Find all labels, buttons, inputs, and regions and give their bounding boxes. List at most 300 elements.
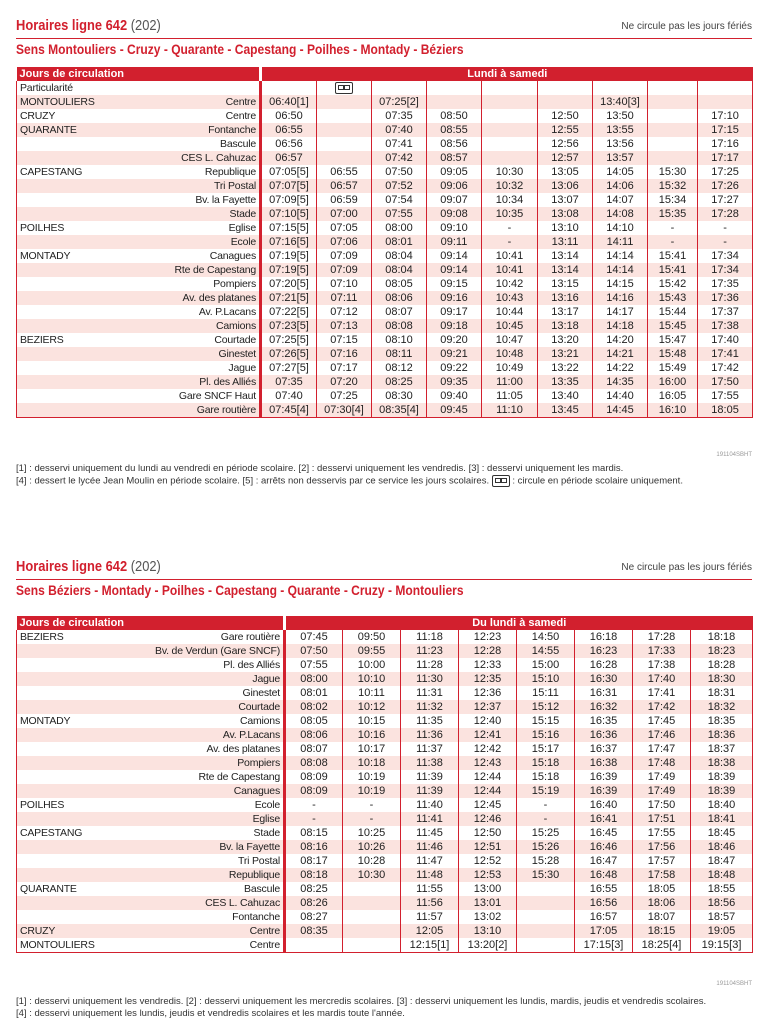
- time-cell: 14:22: [593, 361, 648, 375]
- time-cell: 16:31: [575, 686, 633, 700]
- time-cell: 19:05: [691, 924, 753, 938]
- city-name: [17, 910, 129, 924]
- time-cell: 17:27: [698, 193, 753, 207]
- time-cell: 13:35: [538, 375, 593, 389]
- time-cell: 07:42: [372, 151, 427, 165]
- time-cell: 10:18: [343, 756, 401, 770]
- time-cell: 11:31: [401, 686, 459, 700]
- city-name: QUARANTE: [17, 882, 129, 896]
- table-row: [17, 319, 753, 333]
- time-cell: 15:48: [648, 347, 698, 361]
- time-cell: [538, 95, 593, 109]
- time-cell: [427, 95, 482, 109]
- time-cell: [427, 81, 482, 95]
- stop-name: Bv. la Fayette: [147, 193, 261, 207]
- page-title: Horaires ligne 642 (202): [16, 17, 161, 34]
- time-cell: 17:37: [698, 305, 753, 319]
- time-cell: [517, 938, 575, 953]
- time-cell: 08:09: [285, 770, 343, 784]
- time-cell: 16:47: [575, 854, 633, 868]
- time-cell: 16:36: [575, 728, 633, 742]
- time-cell: 15:45: [648, 319, 698, 333]
- time-cell: 16:55: [575, 882, 633, 896]
- timetable-section-outbound: [16, 16, 752, 496]
- time-cell: 13:06: [538, 179, 593, 193]
- time-cell: 14:07: [593, 193, 648, 207]
- time-cell: 17:50: [633, 798, 691, 812]
- time-cell: 12:15[1]: [401, 938, 459, 953]
- time-cell: 12:35: [459, 672, 517, 686]
- table-row: [17, 277, 753, 291]
- time-cell: 12:42: [459, 742, 517, 756]
- time-cell: 16:48: [575, 868, 633, 882]
- time-cell: 17:26: [698, 179, 753, 193]
- stop-name: Camions: [129, 714, 285, 728]
- stop-name: Canagues: [147, 249, 261, 263]
- table-row: [17, 644, 753, 658]
- time-cell: 17:55: [698, 389, 753, 403]
- time-cell: 10:32: [482, 179, 538, 193]
- time-cell: 12:45: [459, 798, 517, 812]
- time-cell: 18:38: [691, 756, 753, 770]
- time-cell: 17:46: [633, 728, 691, 742]
- time-cell: 15:41: [648, 263, 698, 277]
- time-cell: 16:57: [575, 910, 633, 924]
- time-cell: 18:35: [691, 714, 753, 728]
- city-name: [17, 868, 129, 882]
- table-row: [17, 770, 753, 784]
- time-cell: 15:47: [648, 333, 698, 347]
- time-cell: 09:16: [427, 291, 482, 305]
- footnote-line: [1] : desservi uniquement du lundi au vendredi en période scolaire. [2] : desservi uniquement les vendredis. [3] : desservi uniquement les mardis.: [16, 463, 624, 474]
- time-cell: 12:46: [459, 812, 517, 826]
- time-cell: 07:09: [317, 249, 372, 263]
- city-name: [17, 644, 129, 658]
- time-cell: -: [517, 798, 575, 812]
- time-cell: [285, 938, 343, 953]
- time-cell: 16:37: [575, 742, 633, 756]
- city-name: [17, 389, 147, 403]
- time-cell: 06:55: [317, 165, 372, 179]
- time-cell: 18:45: [691, 826, 753, 840]
- table-row: [17, 756, 753, 770]
- time-cell: 13:21: [538, 347, 593, 361]
- time-cell: [343, 924, 401, 938]
- time-cell: 12:41: [459, 728, 517, 742]
- stop-name: Gare routière: [129, 630, 285, 644]
- time-cell: 16:41: [575, 812, 633, 826]
- time-cell: 18:05: [698, 403, 753, 418]
- time-cell: 07:00: [317, 207, 372, 221]
- time-cell: 12:23: [459, 630, 517, 644]
- time-cell: 17:56: [633, 840, 691, 854]
- time-cell: 17:42: [633, 700, 691, 714]
- time-cell: 06:40[1]: [261, 95, 317, 109]
- time-cell: 16:40: [575, 798, 633, 812]
- time-cell: 10:12: [343, 700, 401, 714]
- stop-name: Camions: [147, 319, 261, 333]
- table-row: [17, 263, 753, 277]
- city-name: [17, 728, 129, 742]
- time-cell: 17:49: [633, 784, 691, 798]
- time-cell: 09:50: [343, 630, 401, 644]
- city-name: [17, 700, 129, 714]
- time-cell: -: [285, 798, 343, 812]
- time-cell: 14:14: [593, 263, 648, 277]
- time-cell: [343, 938, 401, 953]
- time-cell: 14:16: [593, 291, 648, 305]
- time-cell: -: [343, 798, 401, 812]
- time-cell: 07:12: [317, 305, 372, 319]
- city-name: [17, 347, 147, 361]
- time-cell: 17:36: [698, 291, 753, 305]
- time-cell: 11:00: [482, 375, 538, 389]
- time-cell: 10:35: [482, 207, 538, 221]
- time-cell: 08:17: [285, 854, 343, 868]
- time-cell: 17:33: [633, 644, 691, 658]
- time-cell: 07:40: [261, 389, 317, 403]
- direction-title: Sens Montouliers - Cruzy - Quarante - Capestang - Poilhes - Montady - Béziers: [16, 41, 464, 57]
- time-cell: 14:08: [593, 207, 648, 221]
- time-cell: 18:48: [691, 868, 753, 882]
- time-cell: [593, 81, 648, 95]
- stop-name: Av. P.Lacans: [129, 728, 285, 742]
- time-cell: [648, 109, 698, 123]
- table-row: [17, 179, 753, 193]
- time-cell: 09:06: [427, 179, 482, 193]
- time-cell: 09:07: [427, 193, 482, 207]
- stop-name: Eglise: [147, 221, 261, 235]
- time-cell: 12:51: [459, 840, 517, 854]
- direction-title: Sens Béziers - Montady - Poilhes - Capestang - Quarante - Cruzy - Montouliers: [16, 582, 464, 598]
- table-row: [17, 686, 753, 700]
- time-cell: 12:44: [459, 784, 517, 798]
- city-name: MONTOULIERS: [17, 938, 129, 953]
- time-cell: 07:13: [317, 319, 372, 333]
- time-cell: 16:45: [575, 826, 633, 840]
- city-name: CAPESTANG: [17, 165, 147, 179]
- time-cell: 17:15: [698, 123, 753, 137]
- table-row: [17, 938, 753, 953]
- table-row: [17, 109, 753, 123]
- city-name: MONTADY: [17, 249, 147, 263]
- time-cell: 13:20[2]: [459, 938, 517, 953]
- time-cell: -: [285, 812, 343, 826]
- time-cell: [517, 924, 575, 938]
- time-cell: 07:27[5]: [261, 361, 317, 375]
- time-cell: 13:18: [538, 319, 593, 333]
- time-cell: [261, 81, 317, 95]
- days-header: Du lundi à samedi: [285, 616, 753, 630]
- time-cell: [482, 81, 538, 95]
- time-cell: 11:23: [401, 644, 459, 658]
- time-cell: 18:46: [691, 840, 753, 854]
- stop-name: Courtade: [129, 700, 285, 714]
- time-cell: 08:15: [285, 826, 343, 840]
- time-cell: 16:05: [648, 389, 698, 403]
- time-cell: 07:30[4]: [317, 403, 372, 418]
- time-cell: 10:49: [482, 361, 538, 375]
- time-cell: 15:30: [517, 868, 575, 882]
- table-row: [17, 403, 753, 418]
- time-cell: 17:28: [633, 630, 691, 644]
- time-cell: 09:35: [427, 375, 482, 389]
- time-cell: [698, 95, 753, 109]
- time-cell: 07:54: [372, 193, 427, 207]
- time-cell: 18:28: [691, 658, 753, 672]
- time-cell: [648, 137, 698, 151]
- city-name: POILHES: [17, 221, 147, 235]
- time-cell: 13:57: [593, 151, 648, 165]
- time-cell: 08:11: [372, 347, 427, 361]
- time-cell: 19:15[3]: [691, 938, 753, 953]
- time-cell: 06:57: [317, 179, 372, 193]
- time-cell: 07:06: [317, 235, 372, 249]
- time-cell: 07:15: [317, 333, 372, 347]
- table-row: [17, 235, 753, 249]
- time-cell: 10:41: [482, 263, 538, 277]
- time-cell: 11:40: [401, 798, 459, 812]
- time-cell: 11:39: [401, 784, 459, 798]
- days-label-header: Jours de circulation: [17, 67, 261, 81]
- time-cell: 07:11: [317, 291, 372, 305]
- time-cell: 17:47: [633, 742, 691, 756]
- time-cell: 08:04: [372, 263, 427, 277]
- time-cell: 06:59: [317, 193, 372, 207]
- time-cell: [343, 882, 401, 896]
- time-cell: 08:07: [372, 305, 427, 319]
- time-cell: 10:30: [343, 868, 401, 882]
- time-cell: 15:17: [517, 742, 575, 756]
- page-title: Horaires ligne 642 (202): [16, 558, 161, 575]
- time-cell: 10:47: [482, 333, 538, 347]
- time-cell: 14:18: [593, 319, 648, 333]
- timetable: [16, 616, 753, 953]
- time-cell: 07:25[5]: [261, 333, 317, 347]
- time-cell: -: [343, 812, 401, 826]
- time-cell: 15:11: [517, 686, 575, 700]
- time-cell: [482, 109, 538, 123]
- time-cell: 15:43: [648, 291, 698, 305]
- time-cell: 07:35: [261, 375, 317, 389]
- time-cell: 12:40: [459, 714, 517, 728]
- time-cell: 10:28: [343, 854, 401, 868]
- time-cell: 17:38: [633, 658, 691, 672]
- time-cell: 12:56: [538, 137, 593, 151]
- table-row: [17, 910, 753, 924]
- time-cell: 17:45: [633, 714, 691, 728]
- time-cell: 09:22: [427, 361, 482, 375]
- stop-name: Rte de Capestang: [147, 263, 261, 277]
- time-cell: 17:28: [698, 207, 753, 221]
- time-cell: -: [482, 235, 538, 249]
- time-cell: 13:20: [538, 333, 593, 347]
- stop-name: Republique: [129, 868, 285, 882]
- time-cell: 07:50: [372, 165, 427, 179]
- time-cell: 16:23: [575, 644, 633, 658]
- city-name: [17, 840, 129, 854]
- footnote-line: [4] : dessert le lycée Jean Moulin en période scolaire. [5] : arrêts non desservis par ce service les jours scolaires. : circule en période scolaire uniquement.: [16, 475, 683, 487]
- stop-name: Stade: [129, 826, 285, 840]
- time-cell: 12:28: [459, 644, 517, 658]
- city-name: [17, 151, 147, 165]
- time-cell: 10:15: [343, 714, 401, 728]
- time-cell: 12:53: [459, 868, 517, 882]
- time-cell: 07:20: [317, 375, 372, 389]
- table-row: [17, 193, 753, 207]
- time-cell: 13:07: [538, 193, 593, 207]
- time-cell: 17:25: [698, 165, 753, 179]
- time-cell: 13:05: [538, 165, 593, 179]
- city-name: [17, 179, 147, 193]
- time-cell: 10:26: [343, 840, 401, 854]
- time-cell: [317, 109, 372, 123]
- stop-name: Fontanche: [129, 910, 285, 924]
- stop-name: CES L. Cahuzac: [147, 151, 261, 165]
- time-cell: 09:14: [427, 263, 482, 277]
- time-cell: 08:26: [285, 896, 343, 910]
- time-cell: 11:45: [401, 826, 459, 840]
- time-cell: 08:05: [285, 714, 343, 728]
- time-cell: 13:01: [459, 896, 517, 910]
- time-cell: 18:39: [691, 770, 753, 784]
- time-cell: 17:40: [633, 672, 691, 686]
- time-cell: 07:52: [372, 179, 427, 193]
- time-cell: 08:50: [427, 109, 482, 123]
- time-cell: 14:11: [593, 235, 648, 249]
- time-cell: 13:11: [538, 235, 593, 249]
- table-row: [17, 812, 753, 826]
- time-cell: 16:56: [575, 896, 633, 910]
- time-cell: 14:14: [593, 249, 648, 263]
- time-cell: 07:05: [317, 221, 372, 235]
- time-cell: 10:30: [482, 165, 538, 179]
- city-name: MONTADY: [17, 714, 129, 728]
- time-cell: 14:10: [593, 221, 648, 235]
- time-cell: 14:40: [593, 389, 648, 403]
- stop-name: Jague: [129, 672, 285, 686]
- time-cell: 06:57: [261, 151, 317, 165]
- stop-name: Rte de Capestang: [129, 770, 285, 784]
- time-cell: 16:10: [648, 403, 698, 418]
- stop-name: Tri Postal: [129, 854, 285, 868]
- stop-name: [147, 81, 261, 95]
- time-cell: 14:35: [593, 375, 648, 389]
- time-cell: 08:25: [372, 375, 427, 389]
- stop-name: Jague: [147, 361, 261, 375]
- stop-name: Centre: [147, 95, 261, 109]
- time-cell: 17:42: [698, 361, 753, 375]
- city-name: MONTOULIERS: [17, 95, 147, 109]
- table-row: [17, 896, 753, 910]
- time-cell: 18:18: [691, 630, 753, 644]
- stop-name: Bascule: [147, 137, 261, 151]
- time-cell: 16:38: [575, 756, 633, 770]
- time-cell: 12:52: [459, 854, 517, 868]
- time-cell: 15:18: [517, 770, 575, 784]
- time-cell: [482, 95, 538, 109]
- city-name: [17, 672, 129, 686]
- time-cell: [343, 910, 401, 924]
- time-cell: 14:50: [517, 630, 575, 644]
- time-cell: 07:41: [372, 137, 427, 151]
- table-row: [17, 347, 753, 361]
- time-cell: 07:09[5]: [261, 193, 317, 207]
- table-row: [17, 249, 753, 263]
- time-cell: 10:45: [482, 319, 538, 333]
- table-row: [17, 854, 753, 868]
- line-number: (202): [130, 17, 161, 34]
- time-cell: 07:40: [372, 123, 427, 137]
- time-cell: 06:56: [261, 137, 317, 151]
- city-name: [17, 686, 129, 700]
- time-cell: 10:41: [482, 249, 538, 263]
- time-cell: 11:28: [401, 658, 459, 672]
- time-cell: 07:55: [285, 658, 343, 672]
- time-cell: 09:20: [427, 333, 482, 347]
- time-cell: [482, 151, 538, 165]
- time-cell: 10:00: [343, 658, 401, 672]
- time-cell: 12:37: [459, 700, 517, 714]
- time-cell: [317, 137, 372, 151]
- time-cell: 13:02: [459, 910, 517, 924]
- time-cell: 12:36: [459, 686, 517, 700]
- time-cell: 11:35: [401, 714, 459, 728]
- time-cell: 10:42: [482, 277, 538, 291]
- table-row: [17, 165, 753, 179]
- time-cell: 07:55: [372, 207, 427, 221]
- particularite-label: Particularité: [17, 81, 147, 95]
- time-cell: 18:06: [633, 896, 691, 910]
- time-cell: 08:27: [285, 910, 343, 924]
- time-cell: 07:22[5]: [261, 305, 317, 319]
- city-name: CRUZY: [17, 109, 147, 123]
- time-cell: 18:05: [633, 882, 691, 896]
- time-cell: -: [517, 812, 575, 826]
- stop-name: Bv. de Verdun (Gare SNCF): [129, 644, 285, 658]
- time-cell: 15:18: [517, 756, 575, 770]
- time-cell: 16:46: [575, 840, 633, 854]
- time-cell: 06:55: [261, 123, 317, 137]
- time-cell: [517, 896, 575, 910]
- footnote-line: [1] : desservi uniquement les vendredis. [2] : desservi uniquement les mercredis scolaires. [3] : desservi uniquement les lundis, mardis, jeudis et vendredis scolaires.: [16, 996, 707, 1007]
- time-cell: 07:45: [285, 630, 343, 644]
- time-cell: 17:16: [698, 137, 753, 151]
- time-cell: 18:47: [691, 854, 753, 868]
- table-row: [17, 123, 753, 137]
- time-cell: 07:21[5]: [261, 291, 317, 305]
- time-cell: 11:18: [401, 630, 459, 644]
- time-cell: 15:28: [517, 854, 575, 868]
- time-cell: 13:55: [593, 123, 648, 137]
- time-cell: 11:48: [401, 868, 459, 882]
- time-cell: 15:19: [517, 784, 575, 798]
- document-code: 191104SBHT: [716, 452, 752, 458]
- time-cell: 10:16: [343, 728, 401, 742]
- table-row: [17, 375, 753, 389]
- time-cell: 08:08: [372, 319, 427, 333]
- time-cell: 16:30: [575, 672, 633, 686]
- time-cell: 07:09: [317, 263, 372, 277]
- stop-name: CES L. Cahuzac: [129, 896, 285, 910]
- time-cell: 12:55: [538, 123, 593, 137]
- time-cell: 13:00: [459, 882, 517, 896]
- table-row: [17, 137, 753, 151]
- time-cell: 07:45[4]: [261, 403, 317, 418]
- stop-name: Av. des platanes: [129, 742, 285, 756]
- timetable: [16, 67, 753, 418]
- stop-name: Eglise: [129, 812, 285, 826]
